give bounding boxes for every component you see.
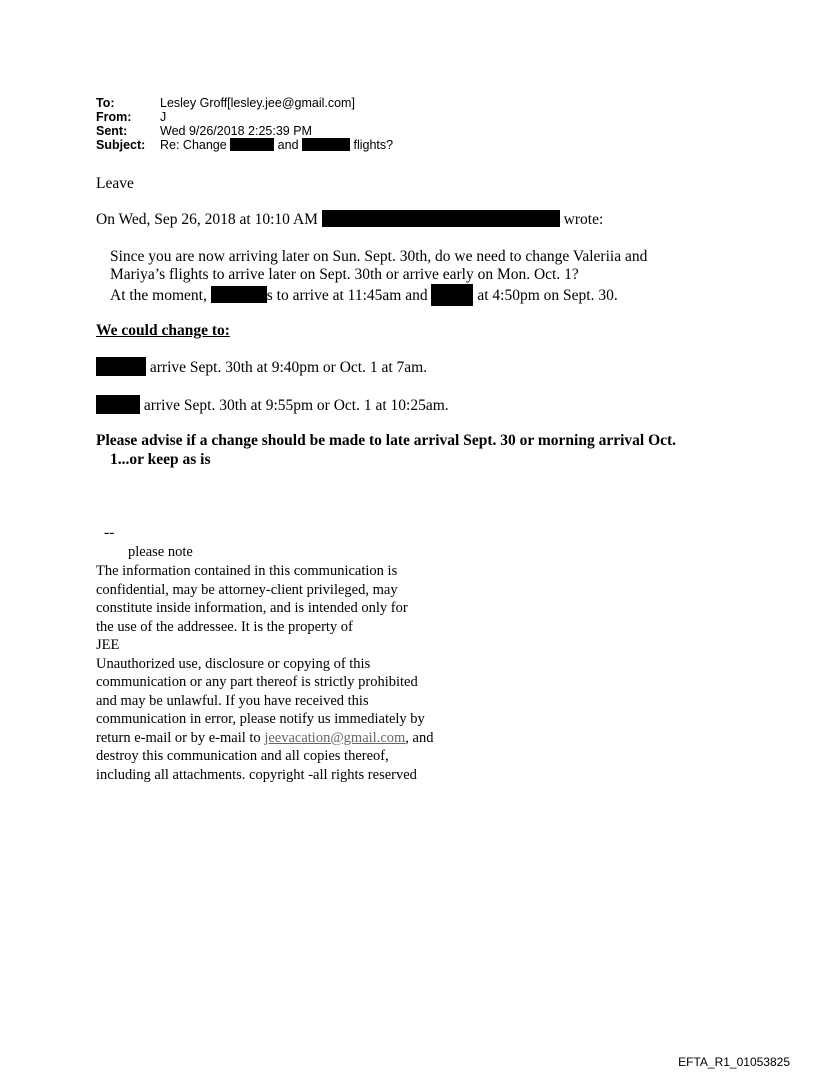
subject-text-3: flights? bbox=[350, 138, 394, 152]
notice-email-line bbox=[96, 729, 433, 748]
quoted-line-3 bbox=[110, 284, 647, 306]
sent-value: Wed 9/26/2018 2:25:39 PM bbox=[160, 124, 312, 138]
sent-row bbox=[96, 124, 393, 138]
to-value: Lesley Groff[lesley.jee@gmail.com] bbox=[160, 96, 355, 110]
redaction-block bbox=[211, 286, 267, 303]
signature-dashes: -- bbox=[104, 524, 115, 541]
from-label: From: bbox=[96, 110, 132, 124]
advise-line-1: Please advise if a change should be made to late arrival Sept. 30 or morning arrival Oct. bbox=[96, 432, 677, 449]
quoted-message bbox=[110, 248, 647, 306]
change-option-2 bbox=[96, 395, 449, 415]
notice-line: including all attachments. copyright -all rights reserved bbox=[96, 766, 417, 783]
option-2-text: arrive Sept. 30th at 9:55pm or Oct. 1 at 10:25am. bbox=[140, 397, 449, 414]
quote-intro bbox=[96, 210, 603, 229]
document-id: EFTA_R1_01053825 bbox=[678, 1055, 790, 1069]
from-row bbox=[96, 110, 393, 124]
quoted-line-3b: s to arrive at 11:45am and bbox=[266, 287, 432, 304]
subject-label: Subject: bbox=[96, 138, 146, 152]
quote-intro-prefix: On Wed, Sep 26, 2018 at 10:10 AM bbox=[96, 211, 322, 228]
change-option-1 bbox=[96, 357, 427, 377]
notice-line: and may be unlawful. If you have received this bbox=[96, 692, 369, 709]
quoted-line-2: Mariya’s flights to arrive later on Sept. 30th or arrive early on Mon. Oct. 1? bbox=[110, 266, 579, 283]
change-heading: We could change to: bbox=[96, 322, 230, 339]
notice-line: communication in error, please notify us immediately by bbox=[96, 711, 425, 727]
notice-line: destroy this communication and all copies thereof, bbox=[96, 748, 389, 764]
confidentiality-notice bbox=[96, 562, 433, 784]
redaction-block bbox=[322, 210, 560, 227]
from-value: J bbox=[160, 110, 167, 124]
option-1-text: arrive Sept. 30th at 9:40pm or Oct. 1 at 7am. bbox=[146, 359, 428, 376]
subject-value bbox=[160, 138, 393, 152]
signature-note: please note bbox=[128, 544, 193, 560]
notice-line: communication or any part thereof is strictly prohibited bbox=[96, 674, 418, 690]
notice-line: JEE bbox=[96, 637, 120, 653]
quote-intro-suffix: wrote: bbox=[559, 211, 604, 228]
quoted-line-1: Since you are now arriving later on Sun. Sept. 30th, do we need to change Valeriia and bbox=[110, 248, 648, 265]
email-header bbox=[96, 96, 393, 152]
sent-label: Sent: bbox=[96, 124, 128, 138]
quoted-line-3c: at 4:50pm on Sept. 30. bbox=[473, 287, 618, 304]
notice-line: the use of the addressee. It is the property of bbox=[96, 618, 353, 635]
notice-line: Unauthorized use, disclosure or copying of this bbox=[96, 655, 371, 672]
notice-line: The information contained in this communication is bbox=[96, 563, 398, 579]
to-label: To: bbox=[96, 96, 115, 110]
redaction-block bbox=[431, 284, 473, 306]
redaction-block bbox=[96, 395, 140, 414]
redaction-block bbox=[230, 138, 274, 151]
redaction-block bbox=[96, 357, 146, 376]
quoted-line-3a: At the moment, bbox=[110, 287, 211, 304]
to-row bbox=[96, 96, 393, 110]
subject-text-2: and bbox=[274, 138, 302, 152]
email-line-prefix: return e-mail or by e-mail to bbox=[96, 729, 265, 746]
advise-line-2: 1...or keep as is bbox=[110, 451, 211, 468]
subject-text-1: Re: Change bbox=[160, 138, 231, 152]
notice-line: confidential, may be attorney-client privileged, may bbox=[96, 581, 398, 598]
reply-text: Leave bbox=[96, 175, 134, 192]
email-link[interactable]: jeevacation@gmail.com bbox=[264, 729, 406, 746]
subject-row bbox=[96, 138, 393, 152]
notice-line: constitute inside information, and is intended only for bbox=[96, 600, 408, 616]
redaction-block bbox=[302, 138, 350, 151]
email-line-suffix: , and bbox=[405, 729, 434, 746]
